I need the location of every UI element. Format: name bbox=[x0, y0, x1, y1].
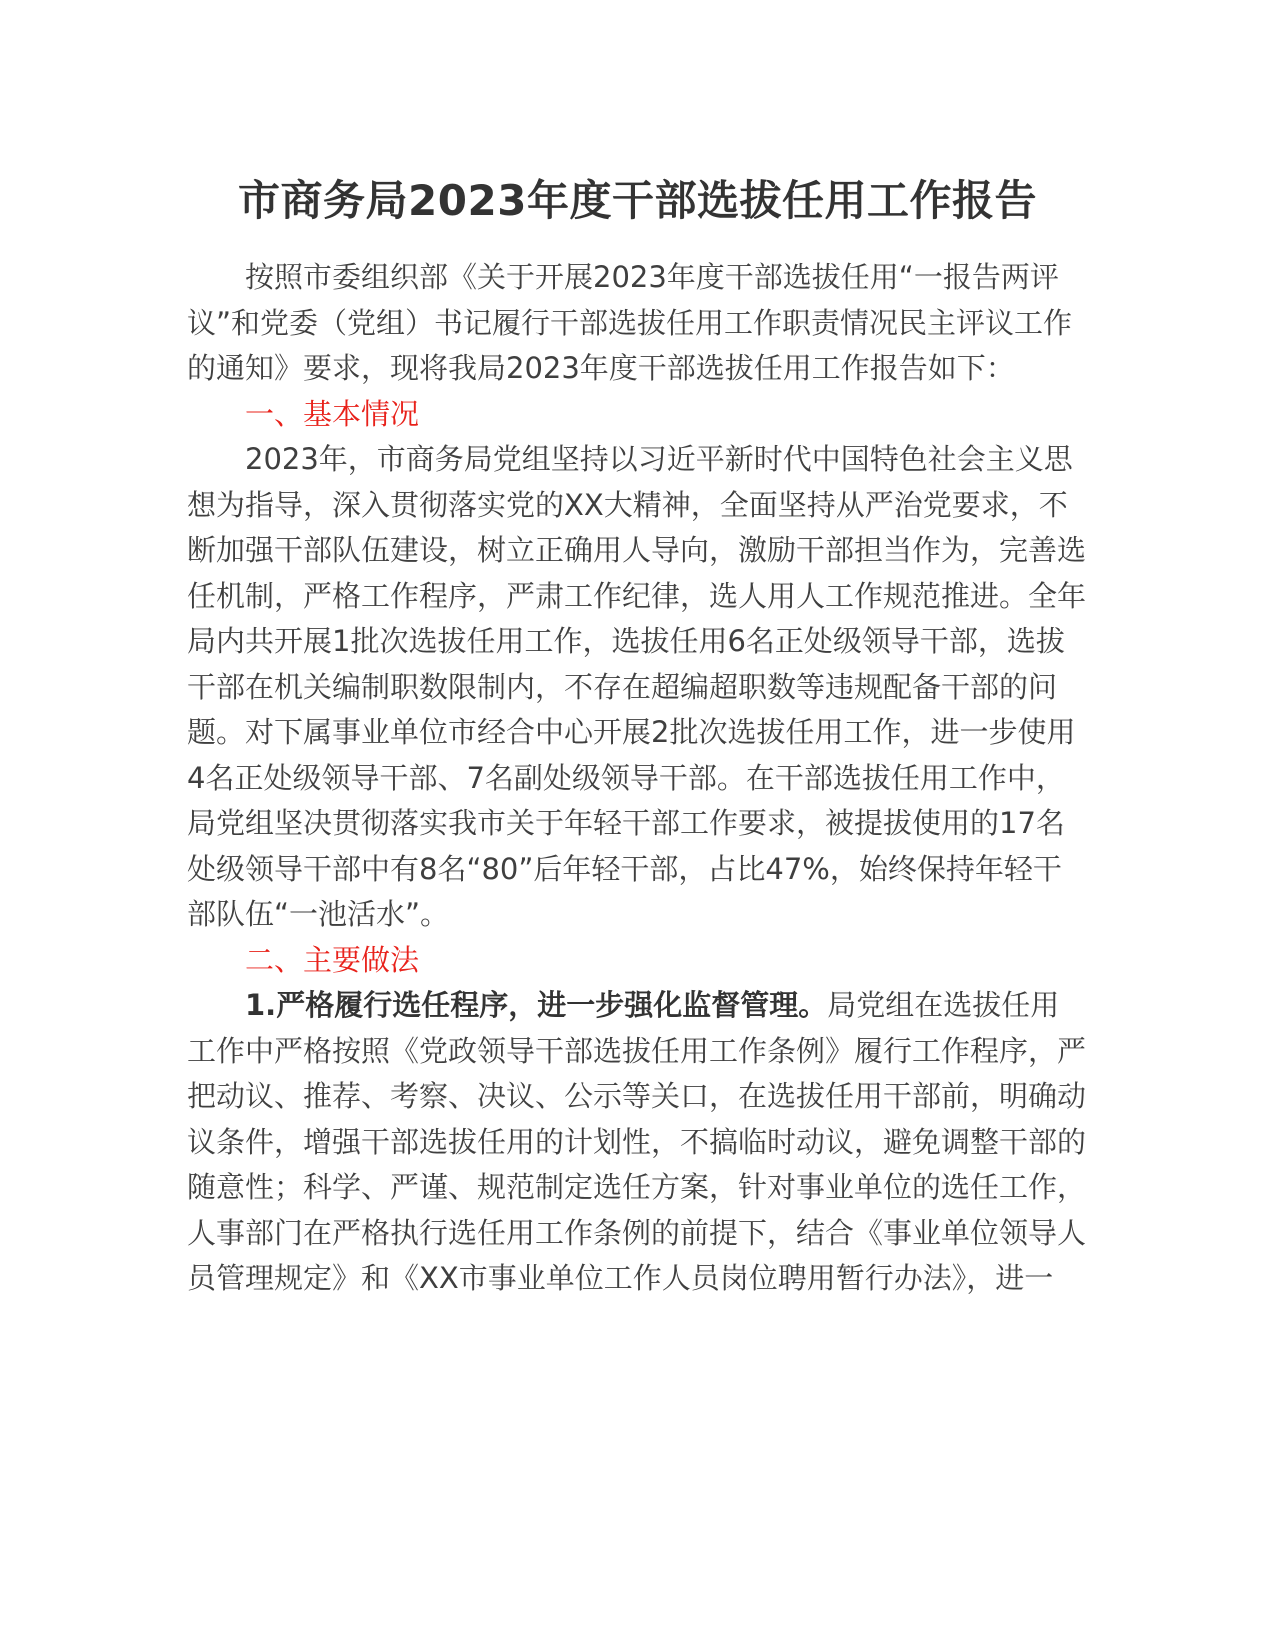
intro-paragraph: 按照市委组织部《关于开展2023年度干部选拔任用“一报告两评议”和党委（党组）书记履行干部选拔任用工作职责情况民主评议工作的通知》要求，现将我局2023年度干部选拔任用工作报告如下： bbox=[187, 260, 1073, 385]
section-heading-basic-situation: 一、基本情况 bbox=[245, 396, 420, 431]
basic-situation-paragraph: 2023年，市商务局党组坚持以习近平新时代中国特色社会主义思想为指导，深入贯彻落实党的XX大精神，全面坚持从严治党要求，不断加强干部队伍建设，树立正确用人导向，激励干部担当作为，完善选任机制，严格工作程序，严肃工作纪律，选人用人工作规范推进。全年局内共开展1批次选拔任用工作，选拔任用6名正处级领导干部，选拔干部在机关编制职数限制内，不存在超编超职数等违规配备干部的问题。对下属事业单位市经合中心开展2批次选拔任用工作，进一步使用4名正处级领导干部、7名副处级领导干部。在干部选拔任用工作中，局党组坚决贯彻落实我市关于年轻干部工作要求，被提拔使用的17名处级领导干部中有8名“80”后年轻干部，占比47%，始终保持年轻干部队伍“一池活水”。 bbox=[187, 442, 1087, 931]
document-body bbox=[187, 255, 1087, 1302]
document-title: 市商务局2023年度干部选拔任用工作报告 bbox=[238, 176, 1037, 225]
item-1-lead: 1.严格履行选任程序，进一步强化监督管理。 bbox=[245, 988, 828, 1022]
item-1-paragraph bbox=[187, 983, 1087, 1302]
section-heading-main-practices: 二、主要做法 bbox=[245, 942, 420, 977]
item-1-text: 局党组在选拔任用工作中严格按照《党政领导干部选拔任用工作条例》履行工作程序，严把动议、推荐、考察、决议、公示等关口，在选拔任用干部前，明确动议条件，增强干部选拔任用的计划性，不搞临时动议，避免调整干部的随意性；科学、严谨、规范制定选任方案，针对事业单位的选任工作，人事部门在严格执行选任用工作条例的前提下，结合《事业单位领导人员管理规定》和《XX市事业单位工作人员岗位聘用暂行办法》，进一 bbox=[187, 988, 1087, 1295]
